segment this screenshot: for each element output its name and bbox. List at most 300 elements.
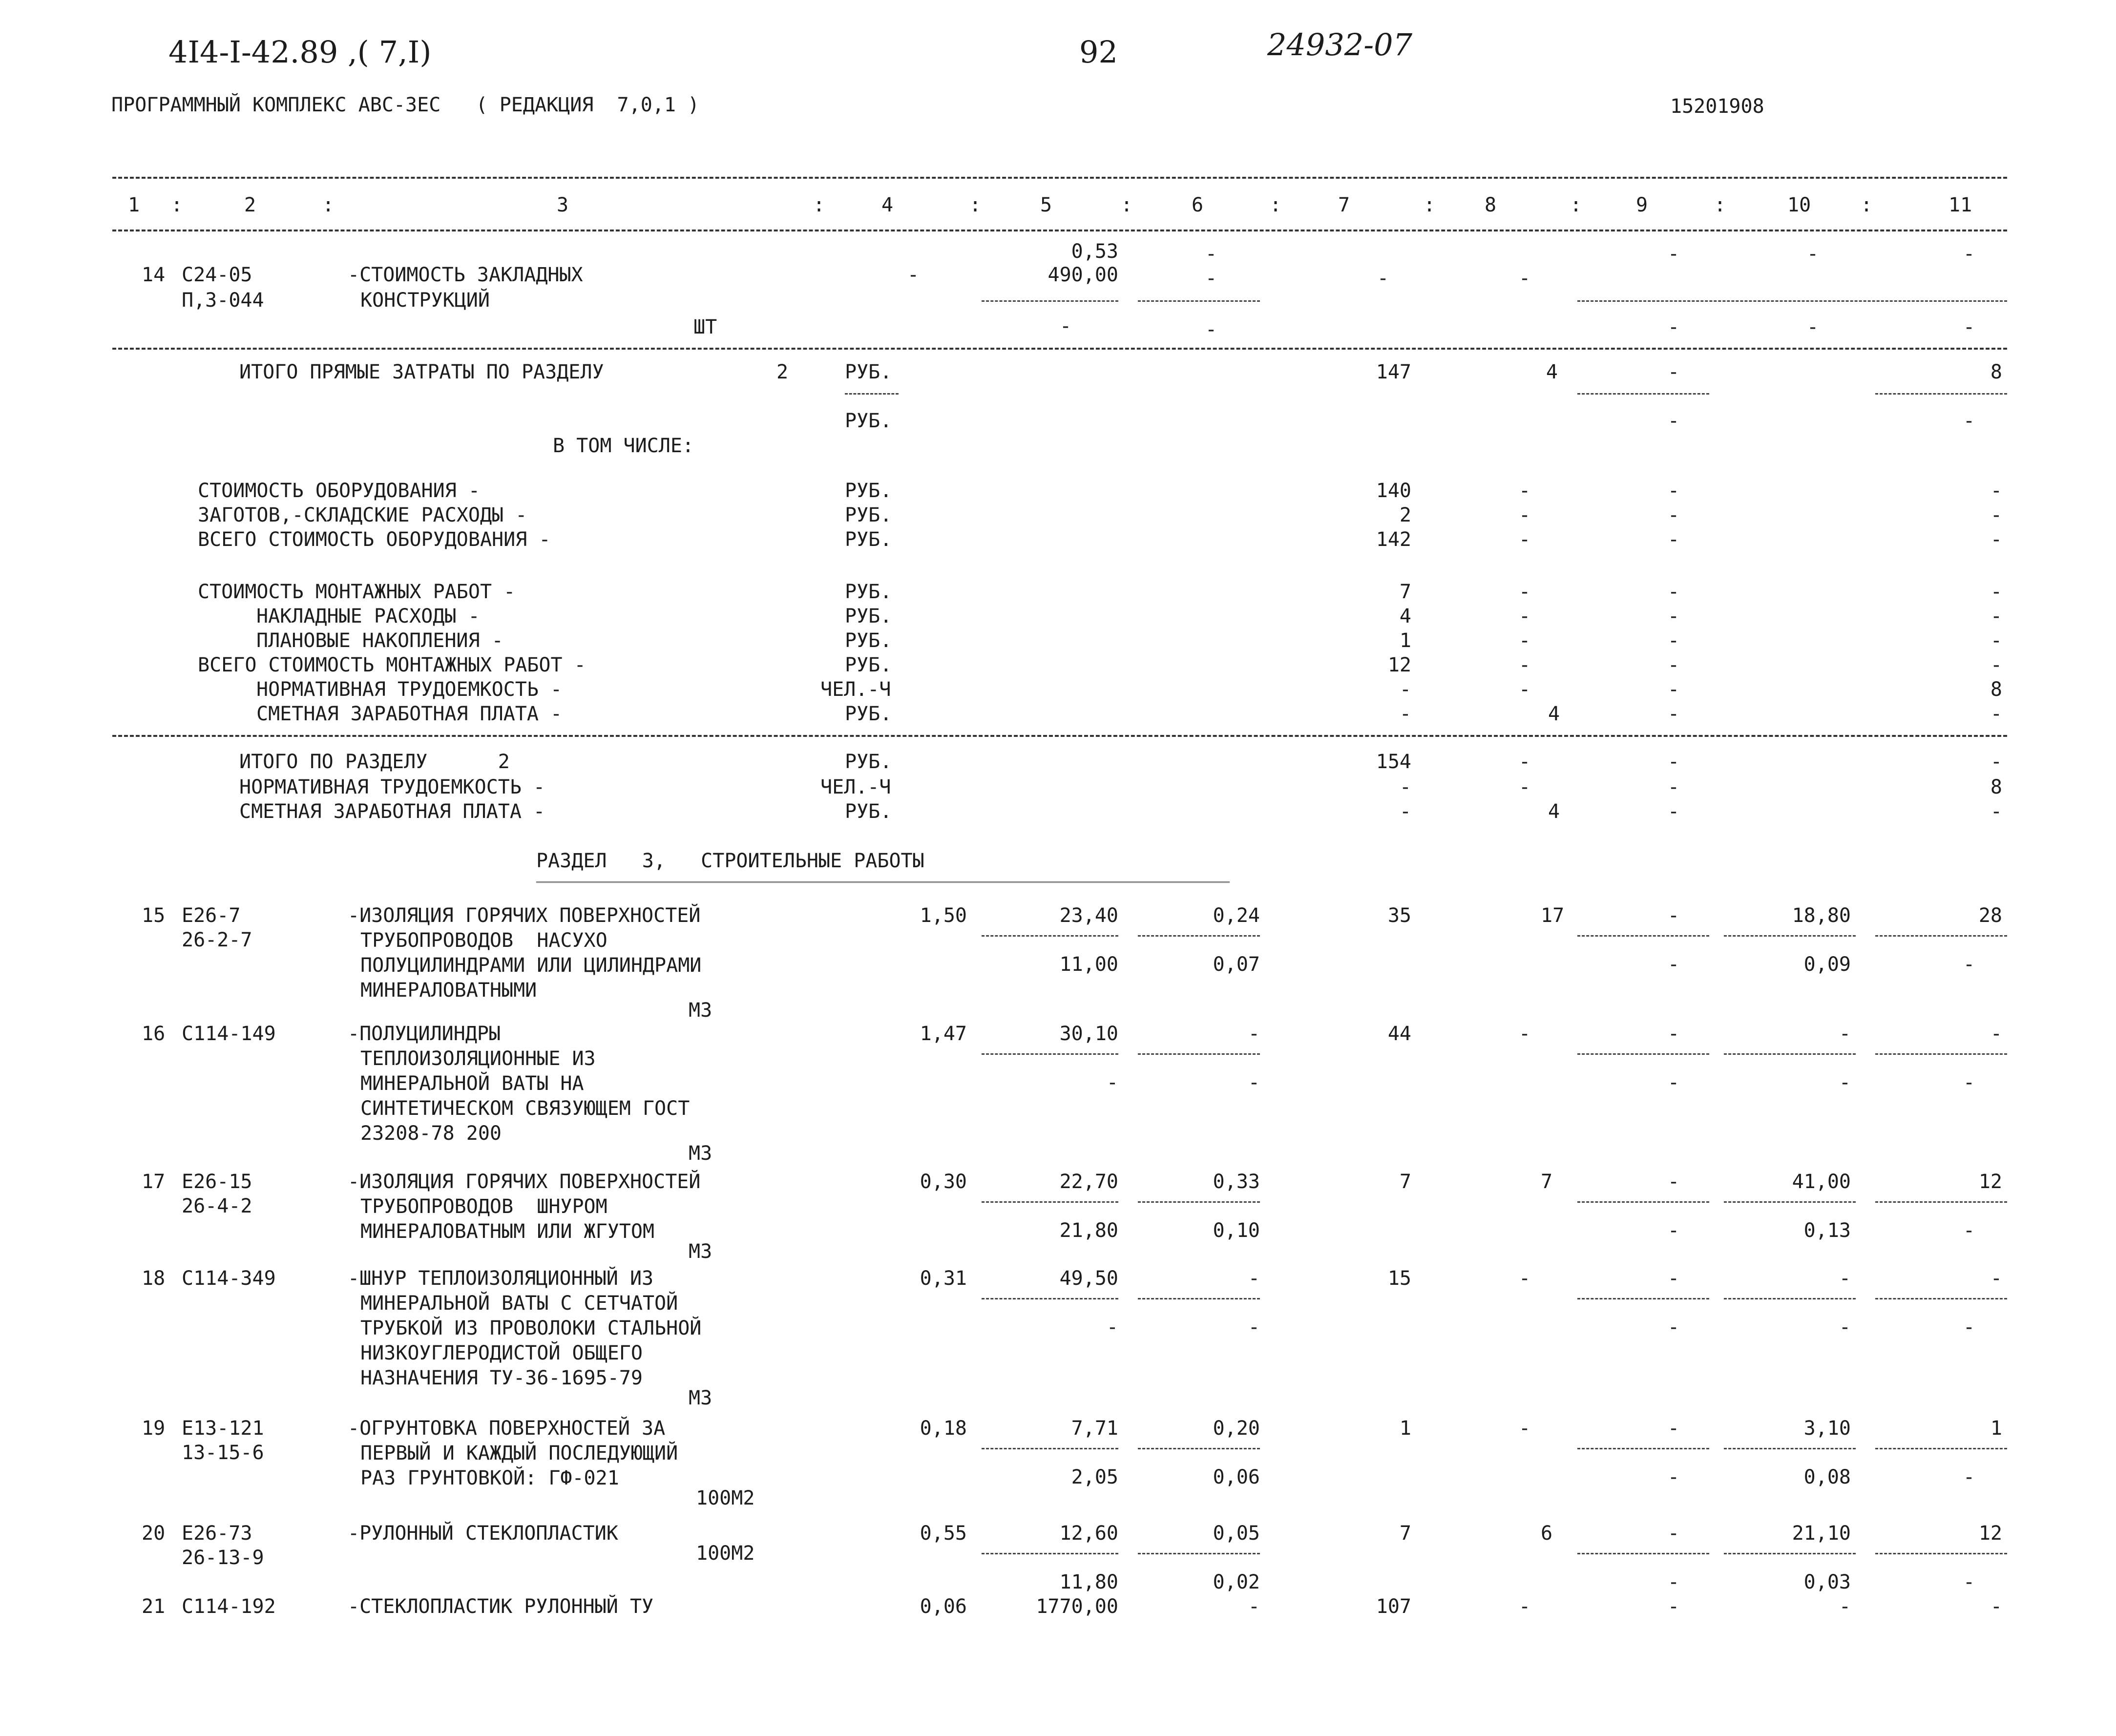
cell-c9: - bbox=[1668, 316, 1680, 338]
cell-c6: - bbox=[1205, 267, 1217, 290]
summary-c11: 8 bbox=[1990, 361, 2002, 383]
cell-divider bbox=[1724, 1053, 1856, 1055]
section-rule bbox=[112, 348, 2007, 350]
cell-c9: - bbox=[1668, 953, 1680, 976]
cell-c9: - bbox=[1668, 1466, 1680, 1488]
cell-c4: 1,50 bbox=[920, 904, 967, 927]
cell-divider bbox=[1875, 1298, 2007, 1299]
page-number: 92 bbox=[1079, 34, 1118, 70]
row-description: -РУЛОННЫЙ СТЕКЛОПЛАСТИК bbox=[348, 1522, 618, 1545]
cell-divider bbox=[1138, 1298, 1260, 1299]
row-number: 18 bbox=[142, 1267, 166, 1290]
cell-c8: - bbox=[1519, 480, 1531, 502]
cell-c5: 490,00 bbox=[1048, 264, 1118, 286]
section-rule bbox=[112, 735, 2007, 737]
cell-divider bbox=[1875, 1201, 2007, 1203]
cell-c8: - bbox=[1519, 1417, 1531, 1440]
row-label: ВСЕГО СТОИМОСТЬ МОНТАЖНЫХ РАБОТ - bbox=[198, 654, 586, 676]
cell-c11: - bbox=[1990, 1267, 2002, 1290]
cell-c4: - bbox=[907, 264, 920, 286]
column-header-1: 1 bbox=[128, 194, 140, 216]
row-description: МИНЕРАЛЬНОЙ ВАТЫ НА bbox=[360, 1072, 584, 1095]
row-number: 21 bbox=[142, 1595, 166, 1618]
cell-c5: - bbox=[1060, 315, 1072, 337]
cell-c8: - bbox=[1519, 528, 1531, 551]
cell-c8: - bbox=[1519, 605, 1531, 627]
row-unit: РУБ. bbox=[845, 605, 892, 627]
cell-c8: 17 bbox=[1541, 904, 1565, 927]
row-label: НОРМАТИВНАЯ ТРУДОЕМКОСТЬ - bbox=[256, 678, 563, 701]
column-separator: : bbox=[1861, 194, 1873, 216]
cell-c9: - bbox=[1668, 1571, 1680, 1593]
row-description: ТРУБКОЙ ИЗ ПРОВОЛОКИ СТАЛЬНОЙ bbox=[360, 1317, 702, 1339]
cell-c7: 7 bbox=[1399, 581, 1411, 603]
column-header-5: 5 bbox=[1040, 194, 1052, 216]
row-unit: М3 bbox=[689, 1240, 712, 1263]
cell-divider bbox=[982, 1553, 1118, 1554]
cell-c9: - bbox=[1668, 1219, 1680, 1242]
row-description: РАЗ ГРУНТОВКОЙ: ГФ-021 bbox=[360, 1467, 619, 1489]
cell-c9: - bbox=[1668, 528, 1680, 551]
cell-divider bbox=[845, 393, 899, 395]
cell-c8: 4 bbox=[1548, 800, 1560, 823]
cell-c11: - bbox=[1963, 243, 1975, 265]
cell-divider bbox=[1577, 1298, 1709, 1299]
cell-c11: - bbox=[1990, 581, 2002, 603]
row-unit: РУБ. bbox=[845, 629, 892, 652]
row-code: С114-149 bbox=[182, 1023, 276, 1045]
cell-c11: - bbox=[1990, 528, 2002, 551]
cell-c5: 21,80 bbox=[1059, 1219, 1118, 1242]
cell-c5: - bbox=[1106, 1316, 1118, 1339]
row-description: НАЗНАЧЕНИЯ ТУ-36-1695-79 bbox=[360, 1367, 643, 1389]
cell-c8: - bbox=[1519, 267, 1531, 290]
cell-c9: - bbox=[1668, 1316, 1680, 1339]
row-code: Е26-73 bbox=[182, 1522, 252, 1545]
cell-c10: - bbox=[1839, 1023, 1851, 1045]
cell-c4: 0,55 bbox=[920, 1522, 967, 1545]
cell-c8: - bbox=[1519, 776, 1531, 798]
cell-c6: 0,06 bbox=[1213, 1466, 1260, 1488]
cell-c8: - bbox=[1519, 678, 1531, 701]
cell-c4: 0,31 bbox=[920, 1267, 967, 1290]
cell-c6: 0,20 bbox=[1213, 1417, 1260, 1440]
row-description: МИНЕРАЛОВАТНЫМИ bbox=[360, 979, 537, 1002]
cell-divider bbox=[982, 1053, 1118, 1055]
cell-c11: - bbox=[1990, 1023, 2002, 1045]
cell-c8: - bbox=[1519, 751, 1531, 773]
section-title: РАЗДЕЛ 3, СТРОИТЕЛЬНЫЕ РАБОТЫ bbox=[536, 850, 924, 872]
summary-section-number: 2 bbox=[776, 361, 789, 383]
cell-c4: 0,06 bbox=[920, 1595, 967, 1618]
cell-c4: 0,18 bbox=[920, 1417, 967, 1440]
row-unit: 100М2 bbox=[696, 1542, 755, 1565]
cell-c11: - bbox=[1963, 1571, 1975, 1593]
row-number: 17 bbox=[142, 1171, 166, 1193]
cell-c7: 107 bbox=[1376, 1595, 1411, 1618]
cell-divider bbox=[1724, 935, 1856, 937]
cell-c5: 1770,00 bbox=[1036, 1595, 1118, 1618]
cell-divider bbox=[1724, 1448, 1856, 1449]
summary-c7: 147 bbox=[1376, 361, 1411, 383]
row-unit: РУБ. bbox=[845, 528, 892, 551]
summary-c9: - bbox=[1668, 410, 1680, 432]
cell-c5: 12,60 bbox=[1059, 1522, 1118, 1545]
row-description: -ОГРУНТОВКА ПОВЕРХНОСТЕЙ ЗА bbox=[348, 1417, 666, 1440]
row-label: СТОИМОСТЬ ОБОРУДОВАНИЯ - bbox=[198, 480, 480, 502]
column-separator: : bbox=[969, 194, 982, 216]
row-description: ТРУБОПРОВОДОВ ШНУРОМ bbox=[360, 1195, 608, 1218]
cell-c11: - bbox=[1963, 1071, 1975, 1094]
cell-c6: 0,02 bbox=[1213, 1571, 1260, 1593]
row-code-secondary: 26-2-7 bbox=[182, 929, 252, 951]
cell-divider bbox=[1724, 1553, 1856, 1554]
cell-c7: 15 bbox=[1387, 1267, 1411, 1290]
row-unit: ЧЕЛ.-Ч bbox=[820, 678, 891, 701]
cell-c11: 12 bbox=[1978, 1522, 2002, 1545]
column-separator: : bbox=[322, 194, 335, 216]
row-label: ИТОГО ПО РАЗДЕЛУ 2 bbox=[239, 751, 510, 773]
section-title-underline bbox=[536, 881, 1230, 883]
cell-c9: - bbox=[1668, 243, 1680, 265]
row-unit: РУБ. bbox=[845, 581, 892, 603]
cell-c8: 7 bbox=[1541, 1171, 1553, 1193]
cell-c8: - bbox=[1519, 581, 1531, 603]
cell-c9: - bbox=[1668, 504, 1680, 526]
cell-divider bbox=[1875, 1448, 2007, 1449]
row-description: 23208-78 200 bbox=[360, 1122, 502, 1145]
cell-divider bbox=[1875, 1553, 2007, 1554]
cell-c9: - bbox=[1668, 776, 1680, 798]
cell-c11: 28 bbox=[1978, 904, 2002, 927]
row-number: 20 bbox=[142, 1522, 166, 1545]
cell-divider bbox=[1577, 1053, 1709, 1055]
cell-divider bbox=[1138, 1448, 1260, 1449]
cell-c5: 0,53 bbox=[1071, 240, 1118, 263]
cell-c6: - bbox=[1248, 1023, 1260, 1045]
cell-c8: - bbox=[1519, 654, 1531, 676]
cell-c7: 142 bbox=[1376, 528, 1411, 551]
column-separator: : bbox=[1570, 194, 1582, 216]
cell-c8: - bbox=[1519, 1267, 1531, 1290]
cell-c9: - bbox=[1668, 904, 1680, 927]
cell-c5: 23,40 bbox=[1059, 904, 1118, 927]
cell-c10: 0,13 bbox=[1803, 1219, 1851, 1242]
cell-c10: - bbox=[1839, 1071, 1851, 1094]
row-unit: РУБ. bbox=[845, 751, 892, 773]
summary-c11: - bbox=[1963, 410, 1975, 432]
row-description: НИЗКОУГЛЕРОДИСТОЙ ОБЩЕГО bbox=[360, 1342, 643, 1364]
cell-c9: - bbox=[1668, 629, 1680, 652]
row-unit: РУБ. bbox=[845, 504, 892, 526]
including-label: В ТОМ ЧИСЛЕ: bbox=[553, 435, 694, 457]
program-number: 15201908 bbox=[1670, 95, 1764, 118]
cell-c6: - bbox=[1248, 1316, 1260, 1339]
cell-c7: 154 bbox=[1376, 751, 1411, 773]
cell-c9: - bbox=[1668, 480, 1680, 502]
row-code: Е26-7 bbox=[182, 904, 241, 927]
row-description: ТЕПЛОИЗОЛЯЦИОННЫЕ ИЗ bbox=[360, 1047, 596, 1070]
cell-c11: 1 bbox=[1990, 1417, 2002, 1440]
document-code: 4I4-I-42.89 ,( 7,I) bbox=[168, 34, 432, 70]
cell-c10: 0,03 bbox=[1803, 1571, 1851, 1593]
cell-divider bbox=[982, 935, 1118, 937]
cell-c5: 11,00 bbox=[1059, 953, 1118, 976]
row-unit: ШТ bbox=[693, 316, 717, 338]
column-separator: : bbox=[1270, 194, 1282, 216]
row-description: КОНСТРУКЦИЙ bbox=[360, 289, 490, 312]
cell-c7: - bbox=[1399, 703, 1411, 725]
cell-c8: 4 bbox=[1548, 703, 1560, 725]
cell-c9: - bbox=[1668, 1071, 1680, 1094]
cell-divider bbox=[1875, 935, 2007, 937]
cell-divider bbox=[1138, 1053, 1260, 1055]
row-code-secondary: 13-15-6 bbox=[182, 1442, 264, 1464]
cell-c7: 4 bbox=[1399, 605, 1411, 627]
summary-c8: 4 bbox=[1546, 361, 1558, 383]
row-description: -СТЕКЛОПЛАСТИК РУЛОННЫЙ ТУ bbox=[348, 1595, 654, 1618]
cell-c11: - bbox=[1963, 1316, 1975, 1339]
cell-c10: - bbox=[1807, 243, 1819, 265]
cell-c11: - bbox=[1990, 751, 2002, 773]
row-description: -СТОИМОСТЬ ЗАКЛАДНЫХ bbox=[348, 264, 583, 286]
cell-c10: 41,00 bbox=[1792, 1171, 1851, 1193]
cell-divider bbox=[1724, 1201, 1856, 1203]
cell-c11: - bbox=[1990, 629, 2002, 652]
cell-c6: 0,05 bbox=[1213, 1522, 1260, 1545]
cell-c9: - bbox=[1668, 1171, 1680, 1193]
cell-c7: - bbox=[1399, 776, 1411, 798]
cell-divider bbox=[1875, 1053, 2007, 1055]
summary-c9: - bbox=[1668, 361, 1680, 383]
row-unit: ЧЕЛ.-Ч bbox=[820, 776, 891, 798]
row-code-secondary: 26-13-9 bbox=[182, 1547, 264, 1569]
cell-c5: 49,50 bbox=[1059, 1267, 1118, 1290]
cell-c10: 0,09 bbox=[1803, 953, 1851, 976]
cell-c6: 0,24 bbox=[1213, 904, 1260, 927]
cell-divider bbox=[1724, 1298, 1856, 1299]
cell-c10: - bbox=[1839, 1316, 1851, 1339]
row-label: НАКЛАДНЫЕ РАСХОДЫ - bbox=[256, 605, 480, 627]
row-description: -ИЗОЛЯЦИЯ ГОРЯЧИХ ПОВЕРХНОСТЕЙ bbox=[348, 904, 701, 927]
cell-c9: - bbox=[1668, 1417, 1680, 1440]
column-header-3: 3 bbox=[557, 194, 569, 216]
row-label: ВСЕГО СТОИМОСТЬ ОБОРУДОВАНИЯ - bbox=[198, 528, 551, 551]
row-code: Е13-121 bbox=[182, 1417, 264, 1440]
row-label: СТОИМОСТЬ МОНТАЖНЫХ РАБОТ - bbox=[198, 581, 516, 603]
column-separator: : bbox=[813, 194, 825, 216]
summary-unit: РУБ. bbox=[845, 361, 892, 383]
cell-c7: 7 bbox=[1399, 1522, 1411, 1545]
cell-divider bbox=[1577, 1448, 1709, 1449]
cell-c5: 11,80 bbox=[1059, 1571, 1118, 1593]
row-label: СМЕТНАЯ ЗАРАБОТНАЯ ПЛАТА - bbox=[256, 703, 563, 725]
cell-c10: 0,08 bbox=[1803, 1466, 1851, 1488]
cell-c6: 0,33 bbox=[1213, 1171, 1260, 1193]
cell-c11: - bbox=[1990, 703, 2002, 725]
row-description: -ИЗОЛЯЦИЯ ГОРЯЧИХ ПОВЕРХНОСТЕЙ bbox=[348, 1171, 701, 1193]
table-top-rule bbox=[112, 177, 2007, 179]
cell-c9: - bbox=[1668, 581, 1680, 603]
column-header-7: 7 bbox=[1338, 194, 1350, 216]
row-unit: РУБ. bbox=[845, 480, 892, 502]
row-description: ПОЛУЦИЛИНДРАМИ ИЛИ ЦИЛИНДРАМИ bbox=[360, 954, 702, 977]
cell-c9: - bbox=[1668, 605, 1680, 627]
cell-c10: 21,10 bbox=[1792, 1522, 1851, 1545]
cell-c7: 140 bbox=[1376, 480, 1411, 502]
row-unit: М3 bbox=[689, 1142, 712, 1165]
row-description: ТРУБОПРОВОДОВ НАСУХО bbox=[360, 929, 608, 952]
row-description: СИНТЕТИЧЕСКОМ СВЯЗУЮЩЕМ ГОСТ bbox=[360, 1097, 690, 1120]
cell-c8: - bbox=[1519, 1595, 1531, 1618]
cell-c7: - bbox=[1399, 678, 1411, 701]
column-header-2: 2 bbox=[244, 194, 256, 216]
row-number: 19 bbox=[142, 1417, 166, 1440]
cell-c9: - bbox=[1668, 1267, 1680, 1290]
cell-c9: - bbox=[1668, 703, 1680, 725]
cell-c7: 44 bbox=[1387, 1023, 1411, 1045]
cell-c8: 6 bbox=[1541, 1522, 1553, 1545]
cell-divider bbox=[1138, 1553, 1260, 1554]
cell-c9: - bbox=[1668, 800, 1680, 823]
cell-divider bbox=[1138, 935, 1260, 937]
row-description: -ПОЛУЦИЛИНДРЫ bbox=[348, 1023, 501, 1045]
cell-c5: 7,71 bbox=[1071, 1417, 1118, 1440]
cell-c4: 0,30 bbox=[920, 1171, 967, 1193]
column-separator: : bbox=[1121, 194, 1133, 216]
cell-c9: - bbox=[1668, 1522, 1680, 1545]
cell-c7: 1 bbox=[1399, 1417, 1411, 1440]
row-code: С114-349 bbox=[182, 1267, 276, 1290]
cell-c7: 1 bbox=[1399, 629, 1411, 652]
summary-unit: РУБ. bbox=[845, 410, 892, 432]
column-separator: : bbox=[1714, 194, 1726, 216]
row-unit: РУБ. bbox=[845, 703, 892, 725]
cell-c6: - bbox=[1248, 1267, 1260, 1290]
row-unit: М3 bbox=[689, 1387, 712, 1409]
row-code: С24-05 bbox=[182, 264, 252, 286]
cell-c5: 2,05 bbox=[1071, 1466, 1118, 1488]
cell-divider bbox=[1577, 393, 1709, 395]
cell-c10: - bbox=[1807, 316, 1819, 338]
cell-c5: 22,70 bbox=[1059, 1171, 1118, 1193]
column-header-9: 9 bbox=[1636, 194, 1648, 216]
cell-c6: - bbox=[1248, 1595, 1260, 1618]
row-unit: РУБ. bbox=[845, 800, 892, 823]
row-unit: 100М2 bbox=[696, 1487, 755, 1509]
cell-c7: 7 bbox=[1399, 1171, 1411, 1193]
row-label: СМЕТНАЯ ЗАРАБОТНАЯ ПЛАТА - bbox=[239, 800, 545, 823]
cell-divider bbox=[1875, 393, 2007, 395]
cell-c9: - bbox=[1668, 1023, 1680, 1045]
row-label: ЗАГОТОВ,-СКЛАДСКИЕ РАСХОДЫ - bbox=[198, 504, 527, 526]
row-description: ПЕРВЫЙ И КАЖДЫЙ ПОСЛЕДУЮЩИЙ bbox=[360, 1442, 678, 1464]
row-unit: РУБ. bbox=[845, 654, 892, 676]
cell-c6: - bbox=[1205, 318, 1217, 341]
cell-divider bbox=[982, 1448, 1118, 1449]
column-header-rule bbox=[112, 230, 2007, 231]
cell-c11: 8 bbox=[1990, 678, 2002, 701]
cell-c9: - bbox=[1668, 1595, 1680, 1618]
cell-c11: - bbox=[1990, 480, 2002, 502]
cell-c11: - bbox=[1990, 504, 2002, 526]
row-description: МИНЕРАЛОВАТНЫМ ИЛИ ЖГУТОМ bbox=[360, 1220, 655, 1243]
row-description: -ШНУР ТЕПЛОИЗОЛЯЦИОННЫЙ ИЗ bbox=[348, 1267, 654, 1290]
cell-c11: - bbox=[1963, 316, 1975, 338]
row-number: 15 bbox=[142, 904, 166, 927]
cell-c11: - bbox=[1990, 800, 2002, 823]
column-header-4: 4 bbox=[881, 194, 894, 216]
row-code: Е26-15 bbox=[182, 1171, 252, 1193]
cell-divider bbox=[1577, 1553, 1709, 1554]
column-header-6: 6 bbox=[1192, 194, 1204, 216]
cell-c7: - bbox=[1399, 800, 1411, 823]
cell-c11: 12 bbox=[1978, 1171, 2002, 1193]
column-separator: : bbox=[1424, 194, 1436, 216]
cell-c11: 8 bbox=[1990, 776, 2002, 798]
cell-c5: - bbox=[1106, 1071, 1118, 1094]
cell-c11: - bbox=[1990, 605, 2002, 627]
row-code: С114-192 bbox=[182, 1595, 276, 1618]
cell-c7: 35 bbox=[1387, 904, 1411, 927]
cell-divider bbox=[1577, 1201, 1709, 1203]
cell-c10: - bbox=[1839, 1595, 1851, 1618]
cell-c9: - bbox=[1668, 654, 1680, 676]
cell-c7: - bbox=[1377, 267, 1389, 290]
cell-c6: 0,07 bbox=[1213, 953, 1260, 976]
cell-c10: 3,10 bbox=[1803, 1417, 1851, 1440]
cell-divider bbox=[982, 300, 1118, 302]
cell-divider bbox=[1138, 300, 1260, 302]
cell-c11: - bbox=[1990, 654, 2002, 676]
cell-divider bbox=[1138, 1201, 1260, 1203]
cell-c11: - bbox=[1990, 1595, 2002, 1618]
cell-divider bbox=[982, 1201, 1118, 1203]
column-separator: : bbox=[171, 194, 183, 216]
row-code-secondary: П,3-044 bbox=[182, 289, 264, 312]
cell-c9: - bbox=[1668, 751, 1680, 773]
cell-c11: - bbox=[1963, 1466, 1975, 1488]
cell-divider bbox=[1577, 935, 1709, 937]
cell-c10: 18,80 bbox=[1792, 904, 1851, 927]
cell-c11: - bbox=[1963, 953, 1975, 976]
handwritten-code: 24932-07 bbox=[1267, 27, 1413, 63]
row-description: МИНЕРАЛЬНОЙ ВАТЫ С СЕТЧАТОЙ bbox=[360, 1292, 678, 1315]
cell-c5: 30,10 bbox=[1059, 1023, 1118, 1045]
column-header-8: 8 bbox=[1485, 194, 1497, 216]
row-label: ПЛАНОВЫЕ НАКОПЛЕНИЯ - bbox=[256, 629, 503, 652]
cell-c8: - bbox=[1519, 504, 1531, 526]
row-number: 14 bbox=[142, 264, 166, 286]
cell-divider bbox=[1577, 300, 2007, 302]
cell-c4: 1,47 bbox=[920, 1023, 967, 1045]
summary-label: ИТОГО ПРЯМЫЕ ЗАТРАТЫ ПО РАЗДЕЛУ bbox=[239, 361, 604, 383]
row-label: НОРМАТИВНАЯ ТРУДОЕМКОСТЬ - bbox=[239, 776, 545, 798]
cell-c11: - bbox=[1963, 1219, 1975, 1242]
cell-c6: - bbox=[1205, 243, 1217, 265]
cell-c6: - bbox=[1248, 1071, 1260, 1094]
row-unit: М3 bbox=[689, 999, 712, 1022]
cell-c10: - bbox=[1839, 1267, 1851, 1290]
cell-c8: - bbox=[1519, 629, 1531, 652]
cell-divider bbox=[982, 1298, 1118, 1299]
column-header-11: 11 bbox=[1948, 194, 1972, 216]
row-number: 16 bbox=[142, 1023, 166, 1045]
cell-c7: 2 bbox=[1399, 504, 1411, 526]
program-label: ПРОГРАММНЫЙ КОМПЛЕКС АВС-3ЕС ( РЕДАКЦИЯ 7,0,1 ) bbox=[111, 94, 700, 116]
column-header-10: 10 bbox=[1787, 194, 1811, 216]
cell-c9: - bbox=[1668, 678, 1680, 701]
